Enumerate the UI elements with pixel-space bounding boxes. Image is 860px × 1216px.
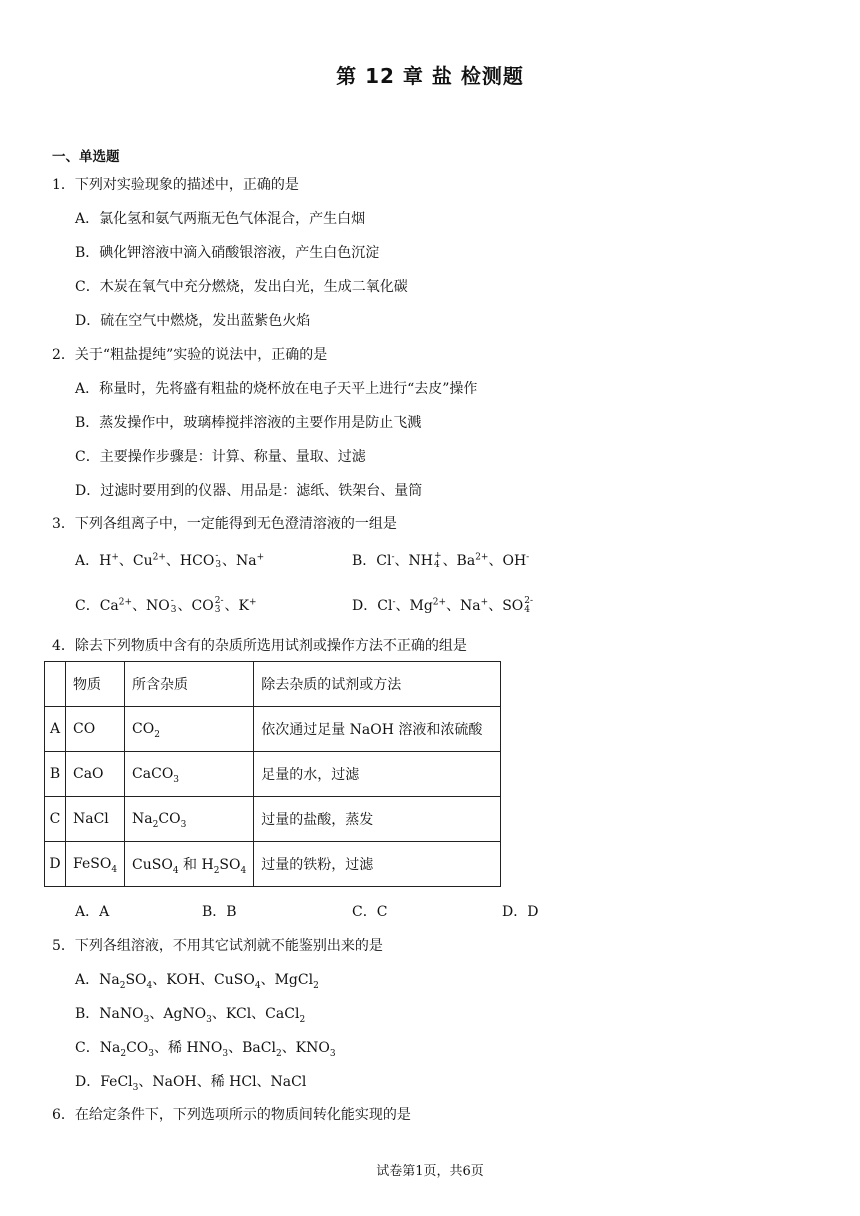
table-row [45, 842, 501, 887]
question-5-stem: 5．下列各组溶液，不用其它试剂就不能鉴别出来的是 [52, 938, 383, 954]
table-header-cell [45, 662, 66, 707]
section-heading: 一、单选题 [52, 149, 120, 165]
table-header-cell: 除去杂质的试剂或方法 [254, 662, 501, 707]
question-4-option-a: A．A [75, 904, 110, 920]
question-1-option-a: A．氯化氢和氨气两瓶无色气体混合，产生白烟 [75, 211, 366, 227]
question-2-option-a: A．称量时，先将盛有粗盐的烧杯放在电子天平上进行“去皮”操作 [75, 381, 478, 397]
table-row [45, 707, 501, 752]
question-4-option-b: B．B [202, 904, 237, 920]
method-cell: 足量的水，过滤 [254, 752, 501, 797]
table-row [45, 797, 501, 842]
table-header-row [45, 662, 501, 707]
question-1-stem: 1．下列对实验现象的描述中，正确的是 [52, 177, 299, 193]
table-header-cell: 物质 [66, 662, 125, 707]
row-label: B [45, 752, 66, 797]
question-4-stem: 4．除去下列物质中含有的杂质所选用试剂或操作方法不正确的组是 [52, 638, 467, 654]
page-footer: 试卷第1页，共6页 [376, 1164, 484, 1179]
question-1-option-d: D．硫在空气中燃烧，发出蓝紫色火焰 [75, 313, 311, 329]
method-cell: 过量的铁粉，过滤 [254, 842, 501, 887]
method-cell: 依次通过足量 NaOH 溶液和浓硫酸 [254, 707, 501, 752]
substance-cell: NaCl [66, 797, 125, 842]
table-row [45, 752, 501, 797]
impurity-cell: CaCO$_3$ [125, 752, 254, 797]
substance-cell: CaO [66, 752, 125, 797]
question-5-option-c: C．$Na_2CO_3$、稀 $HNO_3$、BaCl$_2$、$KNO_3$ [75, 1040, 336, 1059]
question-5-option-a: A．$Na_2SO_4$、KOH、CuSO$_4$、MgCl$_2$ [75, 972, 319, 991]
question-3-stem: 3．下列各组离子中，一定能得到无色澄清溶液的一组是 [52, 516, 397, 532]
question-1-option-b: B．碘化钾溶液中滴入硝酸银溶液，产生白色沉淀 [75, 245, 380, 261]
impurity-cell: $Na_2CO_3$ [125, 797, 254, 842]
question-4-option-d: D．D [502, 904, 539, 920]
question-1-option-c: C．木炭在氧气中充分燃烧，发出白光，生成二氧化碳 [75, 279, 408, 295]
question-2-stem: 2．关于“粗盐提纯”实验的说法中，正确的是 [52, 347, 328, 363]
substance-cell: CO [66, 707, 125, 752]
row-label: D [45, 842, 66, 887]
question-6-stem: 6．在给定条件下，下列选项所示的物质间转化能实现的是 [52, 1107, 411, 1123]
question-3-option-d: D．Cl-、$Mg^{2+}$、Na+、SO 2- 4 [352, 596, 534, 615]
impurity-cell: $CO_2$ [125, 707, 254, 752]
question-5-option-d: D．FeCl$_3$、NaOH、稀 HCl、NaCl [75, 1074, 307, 1093]
question-2-option-b: B．蒸发操作中，玻璃棒搅拌溶液的主要作用是防止飞溅 [75, 415, 422, 431]
page-title: 第 12 章 盐 检测题 [336, 64, 524, 88]
substance-cell: FeSO$_4$ [66, 842, 125, 887]
question-3-option-a: A．H+、$Cu^{2+}$、HCO - 3 、Na+ [75, 551, 265, 570]
question-2-option-c: C．主要操作步骤是：计算、称量、量取、过滤 [75, 449, 366, 465]
method-cell: 过量的盐酸，蒸发 [254, 797, 501, 842]
question-4-option-c: C．C [352, 904, 388, 920]
question-3-option-b: B．Cl-、NH + 4 、$Ba^{2+}$、OH- [352, 551, 530, 570]
question-2-option-d: D．过滤时要用到的仪器、用品是：滤纸、铁架台、量筒 [75, 483, 423, 499]
question-5-option-b: B．NaNO$_3$、AgNO$_3$、KCl、CaCl$_2$ [75, 1006, 306, 1025]
row-label: A [45, 707, 66, 752]
row-label: C [45, 797, 66, 842]
question-3-option-c: C．$Ca^{2+}$、NO - 3 、CO 2- 3 、K+ [75, 596, 257, 615]
impurity-table [44, 661, 501, 887]
impurity-cell: CuSO$_4$ 和 $H_2SO_4$ [125, 842, 254, 887]
table-header-cell: 所含杂质 [125, 662, 254, 707]
